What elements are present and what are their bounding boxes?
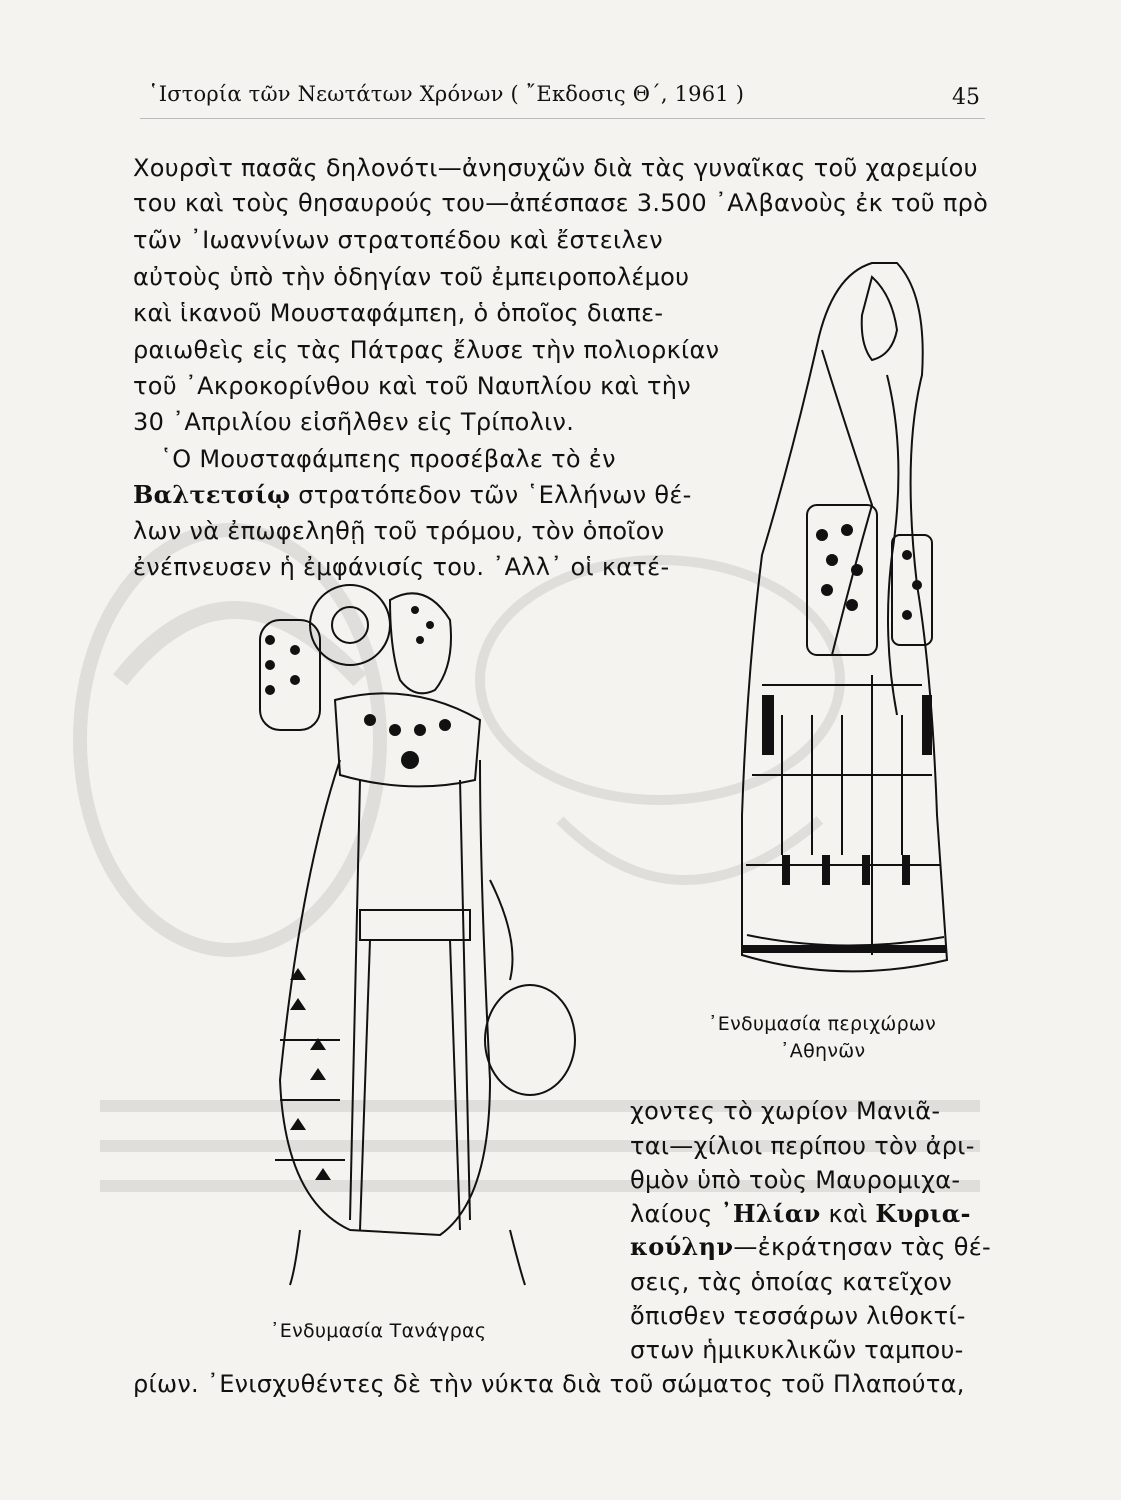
body-line: του καὶ τοὺς θησαυρούς του—ἀπέσπασε 3.500 ᾿Αλβανοὺς ἐκ τοῦ πρὸ — [133, 189, 989, 217]
body-line: χοντες τὸ χωρίον Μανιᾶ- — [630, 1097, 941, 1125]
body-line — [133, 479, 692, 511]
caption-athens-line-1: ᾿Ενδυμασία περιχώρων — [708, 1013, 937, 1035]
body-line-text: —ἐκράτησαν τὰς θέ- — [733, 1233, 991, 1261]
name-kyriakoulin-part-2: κούλην — [630, 1232, 734, 1261]
body-line: Χουρσὶτ πασᾶς δηλονότι—ἀνησυχῶν διὰ τὰς γυναῖκας τοῦ χαρεμίου — [133, 154, 978, 182]
body-line: ὄπισθεν τεσσάρων λιθοκτί- — [630, 1302, 966, 1330]
body-line: ῾Ο Μουσταφάμπεης προσέβαλε τὸ ἐν — [160, 445, 616, 473]
body-line: 30 ᾿Απριλίου εἰσῆλθεν εἰς Τρίπολιν. — [133, 408, 575, 436]
running-header-title: ῾Ιστορία τῶν Νεωτάτων Χρόνων ( ῎Εκδοσις Θ΄, 1961 ) — [148, 82, 745, 106]
athens-costume-illustration — [722, 255, 982, 995]
body-line: τῶν ᾿Ιωαννίνων στρατοπέδου καὶ ἔστειλεν — [133, 226, 663, 254]
body-line: ραιωθεὶς εἰς τὰς Πάτρας ἔλυσε τὴν πολιορκίαν — [133, 336, 720, 364]
body-line: σεις, τὰς ὁποίας κατεῖχον — [630, 1268, 953, 1296]
body-line: ρίων. ᾿Ενισχυθέντες δὲ τὴν νύκτα διὰ τοῦ σώματος τοῦ Πλαπούτα, — [133, 1370, 965, 1398]
body-line: ται—χίλιοι περίπου τὸν ἀρι- — [630, 1132, 975, 1160]
name-ilian: ᾿Ηλίαν — [720, 1199, 821, 1228]
body-line-text: στρατόπεδον τῶν ῾Ελλήνων θέ- — [290, 481, 692, 509]
body-line: ἐνέπνευσεν ἡ ἐμφάνισίς του. ᾿Αλλ᾿ οἱ κατέ- — [133, 553, 670, 581]
place-name-valtetsi: Βαλτετσίῳ — [133, 480, 291, 509]
page-number: 45 — [952, 85, 980, 110]
caption-athens-line-2: ᾿Αθηνῶν — [780, 1040, 866, 1062]
body-line: λων νὰ ἐπωφεληθῇ τοῦ τρόμου, τὸν ὁποῖον — [133, 517, 665, 545]
tanagra-costume-illustration — [240, 580, 580, 1300]
body-line: στων ἡμικυκλικῶν ταμπου- — [630, 1336, 964, 1364]
body-line: αὐτοὺς ὑπὸ τὴν ὁδηγίαν τοῦ ἐμπειροπολέμου — [133, 263, 690, 291]
body-line — [630, 1198, 971, 1230]
caption-tanagra: ᾿Ενδυμασία Τανάγρας — [270, 1320, 487, 1342]
body-line: τοῦ ᾿Ακροκορίνθου καὶ τοῦ Ναυπλίου καὶ τὴν — [133, 372, 691, 400]
body-line: καὶ ἱκανοῦ Μουσταφάμπεη, ὁ ὁποῖος διαπε- — [133, 299, 664, 327]
body-line — [630, 1231, 991, 1263]
body-line-text: καὶ — [820, 1200, 876, 1228]
name-kyriakoulin-part-1: Κυρια- — [875, 1199, 971, 1228]
header-rule — [140, 118, 985, 119]
body-line-text: λαίους — [630, 1200, 721, 1228]
body-line: θμὸν ὑπὸ τοὺς Μαυρομιχα- — [630, 1166, 961, 1194]
